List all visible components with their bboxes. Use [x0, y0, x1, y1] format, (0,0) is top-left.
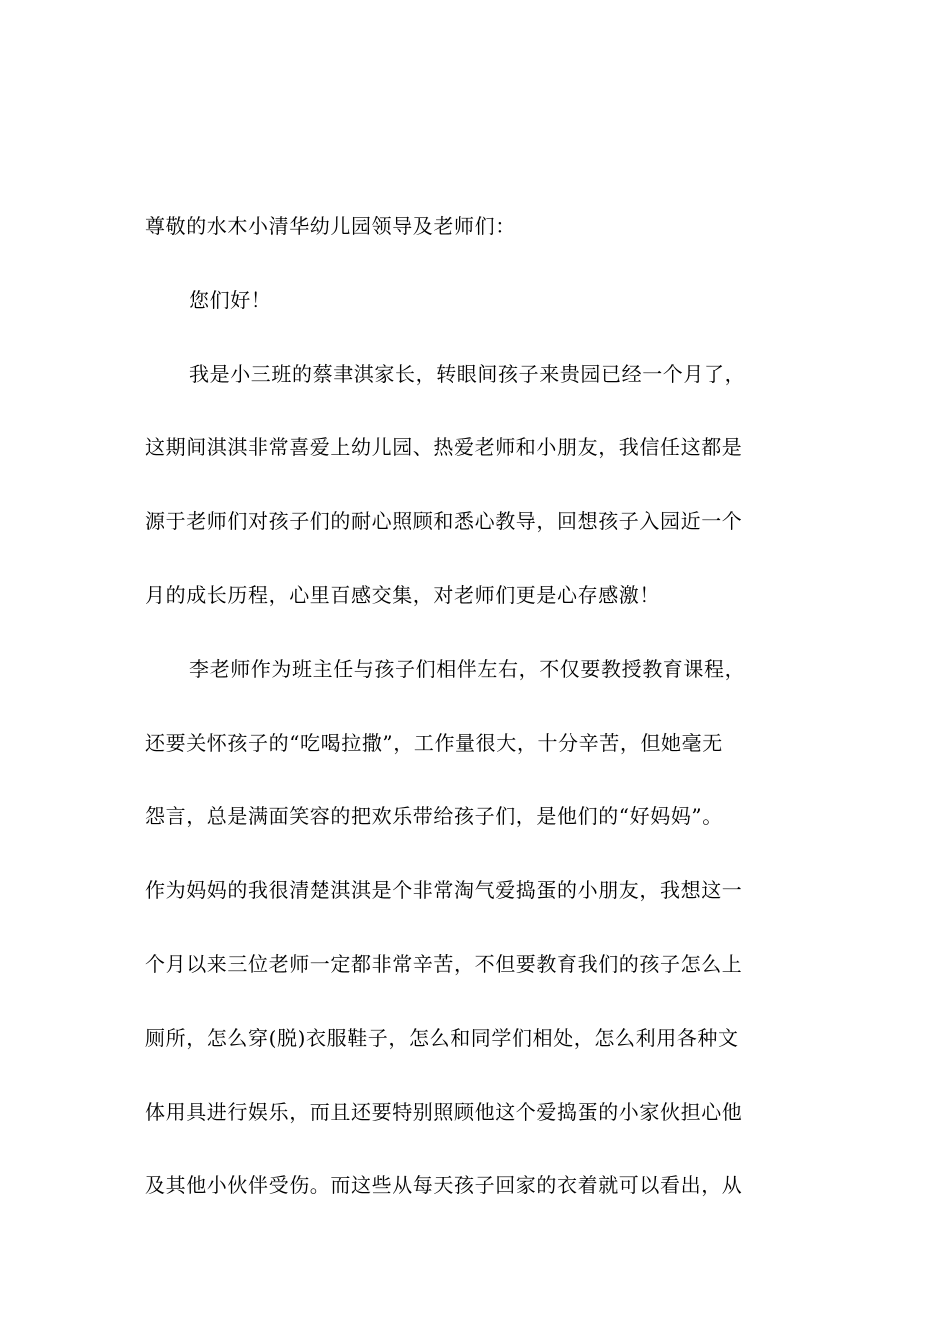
paragraph-line: 李老师作为班主任与孩子们相伴左右，不仅要教授教育课程， — [189, 656, 746, 681]
paragraph-line: 我是小三班的蔡聿淇家长，转眼间孩子来贵园已经一个月了， — [189, 361, 746, 386]
paragraph-line: 还要关怀孩子的“吃喝拉撒”，工作量很大，十分辛苦，但她毫无 — [145, 730, 723, 755]
salutation-line: 尊敬的水木小清华幼儿园领导及老师们： — [145, 214, 516, 238]
paragraph-line: 及其他小伙伴受伤。而这些从每天孩子回家的衣着就可以看出，从 — [145, 1173, 743, 1198]
paragraph-line: 作为妈妈的我很清楚淇淇是个非常淘气爱捣蛋的小朋友，我想这一 — [145, 878, 743, 903]
paragraph-line: 这期间淇淇非常喜爱上幼儿园、热爱老师和小朋友，我信任这都是 — [145, 435, 743, 460]
paragraph-line: 怨言，总是满面笑容的把欢乐带给孩子们，是他们的“好妈妈”。 — [145, 804, 723, 829]
greeting-line: 您们好！ — [189, 287, 272, 312]
paragraph-line: 体用具进行娱乐，而且还要特别照顾他这个爱捣蛋的小家伙担心他 — [145, 1099, 743, 1124]
paragraph-line: 厕所，怎么穿(脱)衣服鞋子，怎么和同学们相处，怎么利用各种文 — [145, 1025, 739, 1050]
paragraph-line: 个月以来三位老师一定都非常辛苦，不但要教育我们的孩子怎么上 — [145, 951, 743, 976]
paragraph-line: 源于老师们对孩子们的耐心照顾和悉心教导，回想孩子入园近一个 — [145, 509, 743, 534]
letter-body — [145, 203, 810, 1236]
paragraph-line: 月的成长历程，心里百感交集，对老师们更是心存感激！ — [145, 582, 660, 607]
